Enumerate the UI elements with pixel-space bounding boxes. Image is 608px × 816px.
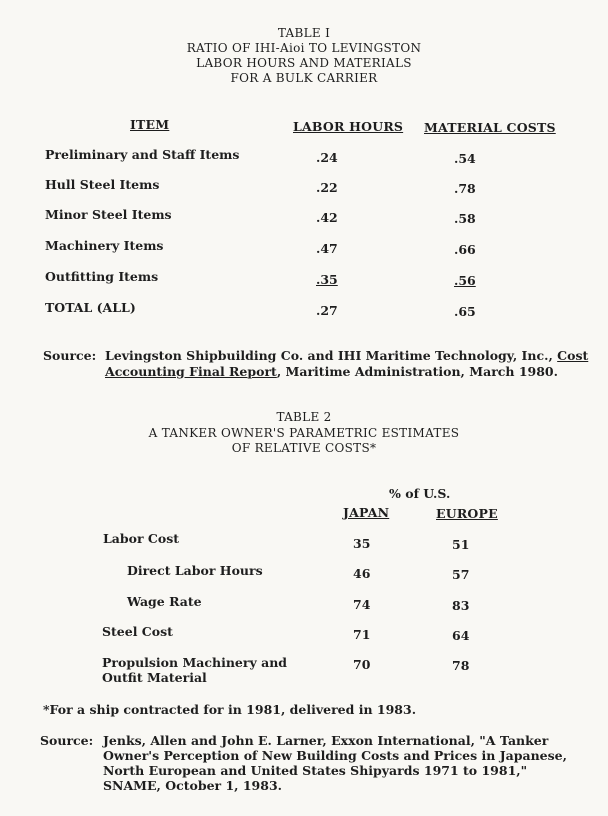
table1-title-line-4: FOR A BULK CARRIER bbox=[230, 71, 378, 85]
table1-row-4-labor: .47 bbox=[316, 241, 338, 256]
table2-source-line-1: Jenks, Allen and John E. Larner, Exxon International, "A Tanker bbox=[103, 733, 549, 748]
table1-source-line-2 bbox=[105, 364, 558, 379]
table1-source-post: , Maritime Administration, March 1980. bbox=[276, 364, 558, 379]
table2-row-5-item-line-2: Outfit Material bbox=[102, 670, 207, 685]
table2-row-5-europe: 78 bbox=[452, 658, 470, 673]
table1-header-material-costs: MATERIAL COSTS bbox=[424, 120, 556, 135]
table2-title-line-3: OF RELATIVE COSTS* bbox=[231, 441, 377, 455]
table1-title-line-3: LABOR HOURS AND MATERIALS bbox=[196, 56, 412, 70]
table2-row-1-europe: 51 bbox=[452, 537, 470, 552]
table2-row-5-item: Propulsion Machinery and bbox=[102, 655, 288, 670]
table2-row-2-europe: 57 bbox=[452, 567, 470, 582]
table1-source-title-1: Cost bbox=[557, 348, 589, 363]
table1-row-3-material: .58 bbox=[454, 211, 476, 226]
table2-header-europe: EUROPE bbox=[436, 506, 498, 521]
table1-row-3-item: Minor Steel Items bbox=[45, 207, 172, 222]
table1-row-6-labor: .27 bbox=[316, 303, 338, 318]
table1-row-6-item: TOTAL (ALL) bbox=[45, 300, 136, 315]
table1-title-line-2: RATIO OF IHI-Aioi TO LEVINGSTON bbox=[186, 41, 422, 55]
table1-row-1-labor: .24 bbox=[316, 150, 338, 165]
table1-header-labor-hours: LABOR HOURS bbox=[293, 119, 404, 134]
table1-row-4-material: .66 bbox=[454, 242, 476, 257]
table1-row-1-item: Preliminary and Staff Items bbox=[45, 147, 240, 162]
table1-source-pre: Levingston Shipbuilding Co. and IHI Maritime Technology, Inc., bbox=[105, 348, 553, 363]
table1-header-item: ITEM bbox=[130, 117, 170, 132]
table1-row-2-material: .78 bbox=[454, 181, 476, 196]
table1-row-1-material: .54 bbox=[454, 151, 476, 166]
table1-title-line-1: TABLE I bbox=[277, 26, 331, 40]
table1-row-5-labor: .35 bbox=[316, 272, 338, 287]
table2-row-3-japan: 74 bbox=[353, 597, 371, 612]
table2-row-2-item: Direct Labor Hours bbox=[127, 563, 263, 578]
table2-header-japan: JAPAN bbox=[343, 505, 390, 520]
table2-title-line-2: A TANKER OWNER'S PARAMETRIC ESTIMATES bbox=[148, 426, 460, 440]
table2-row-4-japan: 71 bbox=[353, 627, 371, 642]
table1-row-5-material: .56 bbox=[454, 273, 476, 288]
table2-source-label: Source: bbox=[40, 733, 94, 748]
table2-row-2-japan: 46 bbox=[353, 566, 371, 581]
table1-source-title-2: Accounting Final Report bbox=[105, 364, 277, 379]
table2-row-3-item: Wage Rate bbox=[127, 594, 202, 609]
table1-row-3-labor: .42 bbox=[316, 210, 338, 225]
table1-row-2-item: Hull Steel Items bbox=[45, 177, 160, 192]
table2-source-line-3: North European and United States Shipyards 1971 to 1981," bbox=[103, 763, 528, 778]
table1-row-5-item: Outfitting Items bbox=[45, 269, 159, 284]
table1-row-2-labor: .22 bbox=[316, 180, 338, 195]
table2-row-3-europe: 83 bbox=[452, 598, 470, 613]
table1-row-6-material: .65 bbox=[454, 304, 476, 319]
table2-row-5-japan: 70 bbox=[353, 657, 371, 672]
table2-source-line-2: Owner's Perception of New Building Costs and Prices in Japanese, bbox=[103, 748, 567, 763]
table2-title-line-1: TABLE 2 bbox=[276, 410, 332, 424]
table2-source-line-4: SNAME, October 1, 1983. bbox=[103, 778, 283, 793]
table2-row-1-japan: 35 bbox=[353, 536, 371, 551]
table2-row-4-item: Steel Cost bbox=[102, 624, 173, 639]
table1-row-4-item: Machinery Items bbox=[45, 238, 164, 253]
table2-row-1-item: Labor Cost bbox=[103, 531, 180, 546]
table2-group-header: % of U.S. bbox=[389, 486, 451, 501]
table2-footnote: *For a ship contracted for in 1981, delivered in 1983. bbox=[43, 702, 417, 717]
table1-source-label: Source: bbox=[43, 348, 97, 363]
table2-row-4-europe: 64 bbox=[452, 628, 470, 643]
table1-source-line-1 bbox=[105, 348, 588, 363]
